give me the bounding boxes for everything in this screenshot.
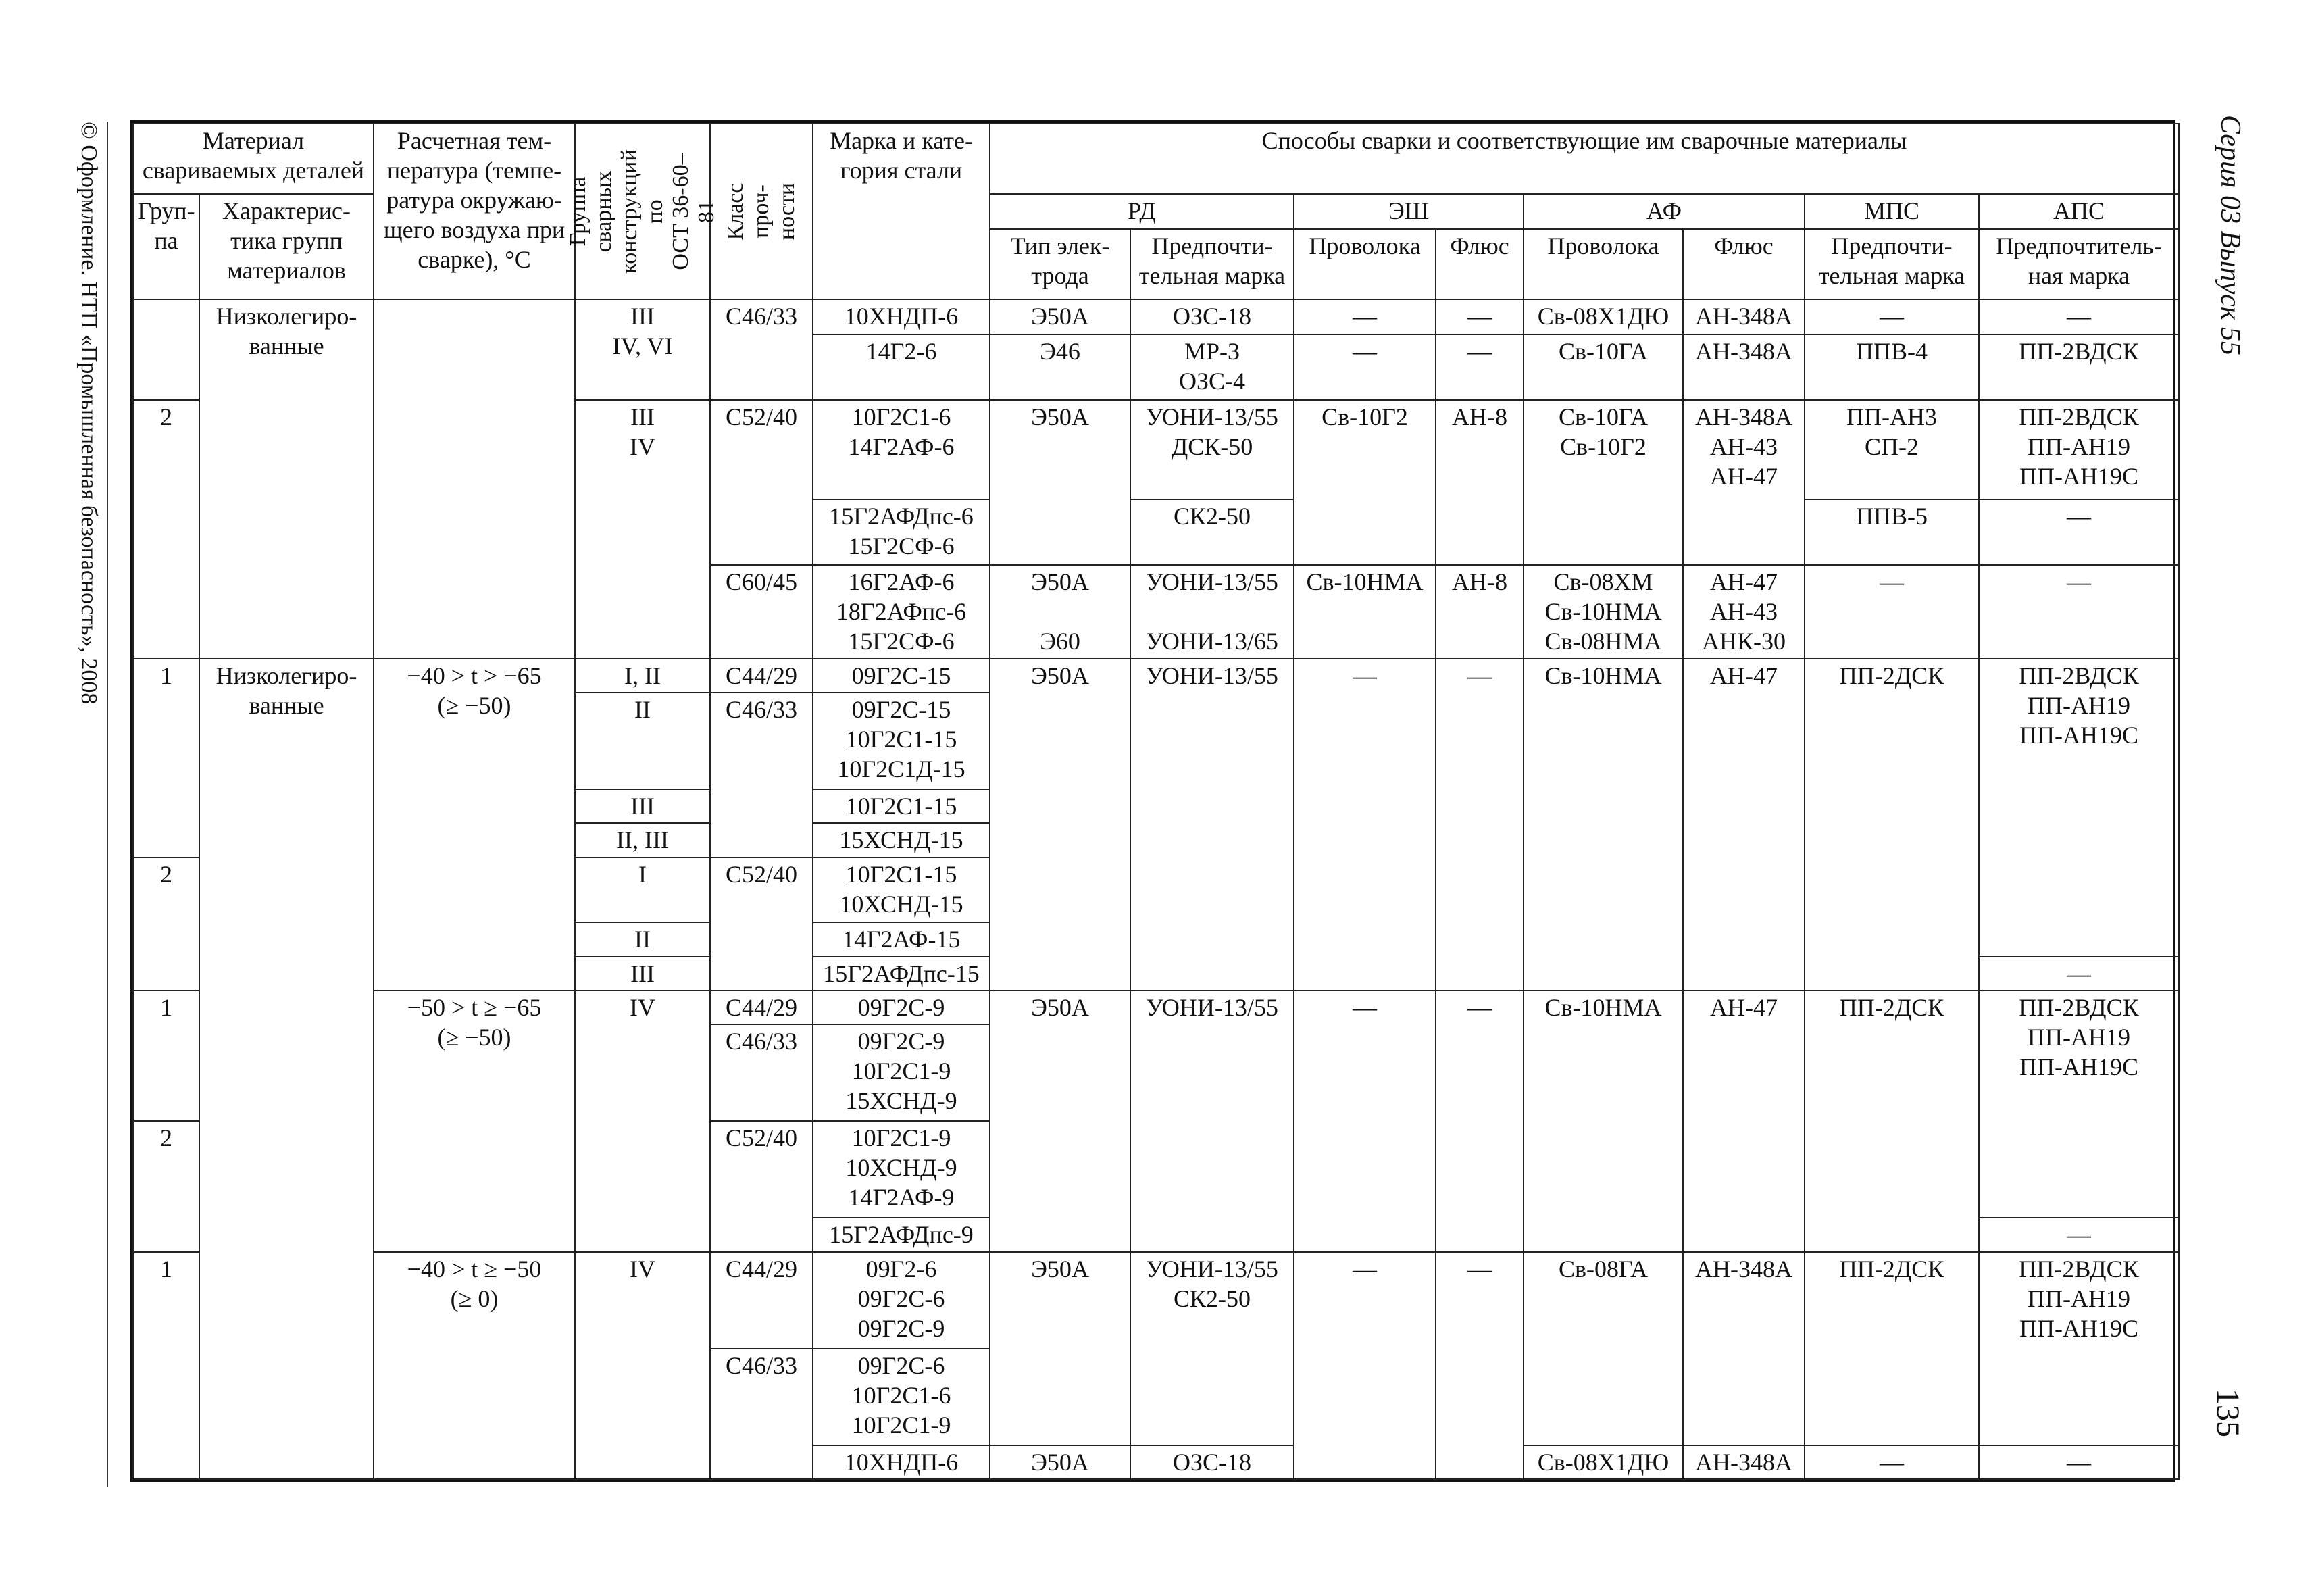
header-characteristics: Характерис- тика групп материалов bbox=[199, 194, 374, 299]
table-cell: С46/33 bbox=[710, 1349, 813, 1479]
table-cell: 09Г2С-6 10Г2С1-6 10Г2С1-9 bbox=[813, 1349, 990, 1445]
table-cell: ППВ-5 bbox=[1805, 499, 1979, 565]
table-cell: 10ХНДП-6 bbox=[813, 299, 990, 334]
header-rd: РД bbox=[990, 194, 1294, 229]
table-row bbox=[133, 659, 2179, 693]
table-cell: ПП-2ВДСК ПП-АН19 ПП-АН19С bbox=[1979, 1252, 2179, 1445]
table-cell: 09Г2С-9 10Г2С1-9 15ХСНД-9 bbox=[813, 1024, 990, 1121]
header-aps-brand: Предпочтитель- ная марка bbox=[1979, 229, 2179, 299]
table-cell: Низколегиро- ванные bbox=[199, 299, 374, 659]
table-cell: II, III bbox=[575, 823, 710, 857]
table-cell: 15ХСНД-15 bbox=[813, 823, 990, 857]
table-cell: Э50А bbox=[990, 1445, 1130, 1479]
table-cell: УОНИ-13/55 bbox=[1130, 659, 1294, 991]
table-cell: 10Г2С1-6 14Г2АФ-6 bbox=[813, 400, 990, 499]
margin-rule bbox=[107, 122, 108, 1487]
table-cell: — bbox=[1294, 659, 1436, 991]
table-cell: 2 bbox=[133, 857, 199, 991]
table-cell: С44/29 bbox=[710, 1252, 813, 1349]
table-row bbox=[133, 991, 2179, 1024]
table-cell: Э50А bbox=[990, 1252, 1130, 1445]
table-cell: III bbox=[575, 957, 710, 991]
table-cell: Э50А bbox=[990, 299, 1130, 334]
welding-materials-table bbox=[132, 123, 2180, 1480]
table-cell: II bbox=[575, 922, 710, 956]
table-cell: АН-348А АН-43 АН-47 bbox=[1683, 400, 1805, 565]
table-cell: — bbox=[1805, 299, 1979, 334]
header-construction-group: Группа сварных конструкций по ОСТ 36-60–81 bbox=[575, 124, 710, 299]
table-cell: — bbox=[1979, 1218, 2179, 1251]
table-row bbox=[133, 1252, 2179, 1349]
table-cell: — bbox=[1436, 991, 1524, 1252]
table-cell: −40 > t ≥ −50 (≥ 0) bbox=[374, 1252, 575, 1479]
table-cell: УОНИ-13/55 ДСК-50 bbox=[1130, 400, 1294, 499]
table-cell: АН-47 АН-43 АНК-30 bbox=[1683, 565, 1805, 659]
table-cell: АН-348А bbox=[1683, 1252, 1805, 1445]
table-cell: 09Г2-6 09Г2С-6 09Г2С-9 bbox=[813, 1252, 990, 1349]
copyright-text: © Оформление. НТП «Промышленная безопасность», 2008 bbox=[76, 122, 101, 705]
table-cell: Св-08ГА bbox=[1524, 1252, 1683, 1445]
table-cell: Низколегиро- ванные bbox=[199, 659, 374, 1479]
table-cell: — bbox=[1436, 1252, 1524, 1479]
table-cell: УОНИ-13/55 СК2-50 bbox=[1130, 1252, 1294, 1445]
table-cell: 14Г2-6 bbox=[813, 334, 990, 400]
table-cell: 09Г2С-9 bbox=[813, 991, 990, 1024]
table-cell: МР-3 ОЗС-4 bbox=[1130, 334, 1294, 400]
table-cell: Э50А bbox=[990, 659, 1130, 991]
table-cell: — bbox=[1436, 299, 1524, 334]
table-cell: С46/33 bbox=[710, 693, 813, 857]
table-cell: III IV bbox=[575, 400, 710, 659]
header-rd-brand: Предпочти- тельная марка bbox=[1130, 229, 1294, 299]
table-cell: — bbox=[1436, 659, 1524, 991]
header-esh-wire: Проволока bbox=[1294, 229, 1436, 299]
table-cell: — bbox=[1436, 334, 1524, 400]
table-cell: 09Г2С-15 bbox=[813, 659, 990, 693]
header-electrode-type: Тип элек- трода bbox=[990, 229, 1130, 299]
table-cell: 10Г2С1-15 10ХСНД-15 bbox=[813, 857, 990, 923]
header-mps: МПС bbox=[1805, 194, 1979, 229]
table-cell: Э50А bbox=[990, 400, 1130, 565]
table-cell: — bbox=[1294, 299, 1436, 334]
left-margin-copyright bbox=[61, 122, 122, 1473]
table-cell: Св-10НМА bbox=[1524, 991, 1683, 1252]
table-cell: Э50А bbox=[990, 991, 1130, 1252]
table-cell: АН-348А bbox=[1683, 334, 1805, 400]
table-cell: Св-10ГА Св-10Г2 bbox=[1524, 400, 1683, 565]
table-cell: — bbox=[1979, 499, 2179, 565]
table-cell: С46/33 bbox=[710, 1024, 813, 1121]
table-cell: Св-10НМА bbox=[1294, 565, 1436, 659]
table-cell: 2 bbox=[133, 1121, 199, 1251]
table-cell: Э50А Э60 bbox=[990, 565, 1130, 659]
table-cell: — bbox=[1979, 957, 2179, 991]
welding-materials-table-frame bbox=[130, 120, 2175, 1482]
table-cell: — bbox=[1294, 334, 1436, 400]
header-welding-methods: Способы сварки и соответствующие им сварочные материалы bbox=[990, 124, 2179, 194]
table-cell: ППВ-4 bbox=[1805, 334, 1979, 400]
table-cell: АН-8 bbox=[1436, 400, 1524, 565]
table-cell: 14Г2АФ-15 bbox=[813, 922, 990, 956]
page-number: 135 bbox=[2210, 1389, 2246, 1437]
table-cell: ПП-2ДСК bbox=[1805, 991, 1979, 1252]
table-cell: ПП-АН3 СП-2 bbox=[1805, 400, 1979, 499]
table-cell: Св-08Х1ДЮ bbox=[1524, 1445, 1683, 1479]
table-cell: ОЗС-18 bbox=[1130, 299, 1294, 334]
table-cell: ОЗС-18 bbox=[1130, 1445, 1294, 1479]
table-cell: — bbox=[1805, 565, 1979, 659]
table-cell: ПП-2ВДСК ПП-АН19 ПП-АН19С bbox=[1979, 400, 2179, 499]
table-cell: АН-47 bbox=[1683, 991, 1805, 1252]
table-cell: С44/29 bbox=[710, 659, 813, 693]
table-cell: Св-08Х1ДЮ bbox=[1524, 299, 1683, 334]
table-cell: С52/40 bbox=[710, 1121, 813, 1251]
table-cell: СК2-50 bbox=[1130, 499, 1294, 565]
table-cell: Св-08ХМ Св-10НМА Св-08НМА bbox=[1524, 565, 1683, 659]
table-cell: −40 > t > −65 (≥ −50) bbox=[374, 659, 575, 991]
table-cell: — bbox=[1294, 1252, 1436, 1479]
header-group: Груп- па bbox=[133, 194, 199, 299]
table-cell: АН-348А bbox=[1683, 299, 1805, 334]
table-cell: 10ХНДП-6 bbox=[813, 1445, 990, 1479]
table-cell: С52/40 bbox=[710, 400, 813, 565]
header-mps-brand: Предпочти- тельная марка bbox=[1805, 229, 1979, 299]
table-cell: I bbox=[575, 857, 710, 923]
table-cell: 10Г2С1-9 10ХСНД-9 14Г2АФ-9 bbox=[813, 1121, 990, 1218]
table-cell: 15Г2АФДпс-9 bbox=[813, 1218, 990, 1251]
series-label: Серия 03 Выпуск 55 bbox=[2215, 115, 2246, 355]
table-cell: 10Г2С1-15 bbox=[813, 789, 990, 823]
header-steel-grade: Марка и кате- гория стали bbox=[813, 124, 990, 299]
table-cell: АН-8 bbox=[1436, 565, 1524, 659]
header-af-flux: Флюс bbox=[1683, 229, 1805, 299]
table-cell: С60/45 bbox=[710, 565, 813, 659]
header-esh: ЭШ bbox=[1294, 194, 1524, 229]
table-row bbox=[133, 299, 2179, 334]
table-cell: ПП-2ДСК bbox=[1805, 1252, 1979, 1445]
header-material: Материал свариваемых деталей bbox=[133, 124, 374, 194]
table-cell: — bbox=[1805, 1445, 1979, 1479]
table-cell: ПП-2ДСК bbox=[1805, 659, 1979, 991]
table-cell: — bbox=[1979, 299, 2179, 334]
table-cell: I, II bbox=[575, 659, 710, 693]
table-cell: II bbox=[575, 693, 710, 789]
table-cell: IV bbox=[575, 1252, 710, 1479]
table-cell: — bbox=[1294, 991, 1436, 1252]
table-cell: Св-10ГА bbox=[1524, 334, 1683, 400]
table-cell: — bbox=[1979, 1445, 2179, 1479]
table-cell: III IV, VI bbox=[575, 299, 710, 400]
header-esh-flux: Флюс bbox=[1436, 229, 1524, 299]
table-cell bbox=[374, 299, 575, 659]
table-cell: АН-348А bbox=[1683, 1445, 1805, 1479]
table-cell: 15Г2АФДпс-6 15Г2СФ-6 bbox=[813, 499, 990, 565]
table-cell: Св-10НМА bbox=[1524, 659, 1683, 991]
table-cell: 15Г2АФДпс-15 bbox=[813, 957, 990, 991]
table-cell: УОНИ-13/55 УОНИ-13/65 bbox=[1130, 565, 1294, 659]
header-strength-class: Класс проч- ности bbox=[710, 124, 813, 299]
header-temperature: Расчетная тем- пература (темпе- ратура окружаю- щего воздуха при сварке), °C bbox=[374, 124, 575, 299]
table-cell bbox=[133, 299, 199, 400]
table-cell: 1 bbox=[133, 659, 199, 857]
table-cell: 16Г2АФ-6 18Г2АФпс-6 15Г2СФ-6 bbox=[813, 565, 990, 659]
right-margin bbox=[2199, 115, 2260, 1487]
table-cell: 1 bbox=[133, 1252, 199, 1479]
table-cell: Э46 bbox=[990, 334, 1130, 400]
table-cell: −50 > t ≥ −65 (≥ −50) bbox=[374, 991, 575, 1252]
header-af: АФ bbox=[1524, 194, 1805, 229]
table-cell: УОНИ-13/55 bbox=[1130, 991, 1294, 1252]
table-cell: 09Г2С-15 10Г2С1-15 10Г2С1Д-15 bbox=[813, 693, 990, 789]
header-af-wire: Проволока bbox=[1524, 229, 1683, 299]
table-cell: С52/40 bbox=[710, 857, 813, 991]
table-cell: АН-47 bbox=[1683, 659, 1805, 991]
table-cell: ПП-2ВДСК ПП-АН19 ПП-АН19С bbox=[1979, 659, 2179, 957]
table-cell: 1 bbox=[133, 991, 199, 1121]
table-cell: С44/29 bbox=[710, 991, 813, 1024]
table-cell: Св-10Г2 bbox=[1294, 400, 1436, 565]
table-cell: III bbox=[575, 789, 710, 823]
table-cell: IV bbox=[575, 991, 710, 1252]
header-aps: АПС bbox=[1979, 194, 2179, 229]
table-cell: ПП-2ВДСК bbox=[1979, 334, 2179, 400]
table-cell: С46/33 bbox=[710, 299, 813, 400]
table-cell: ПП-2ВДСК ПП-АН19 ПП-АН19С bbox=[1979, 991, 2179, 1218]
table-cell: 2 bbox=[133, 400, 199, 659]
table-cell: — bbox=[1979, 565, 2179, 659]
